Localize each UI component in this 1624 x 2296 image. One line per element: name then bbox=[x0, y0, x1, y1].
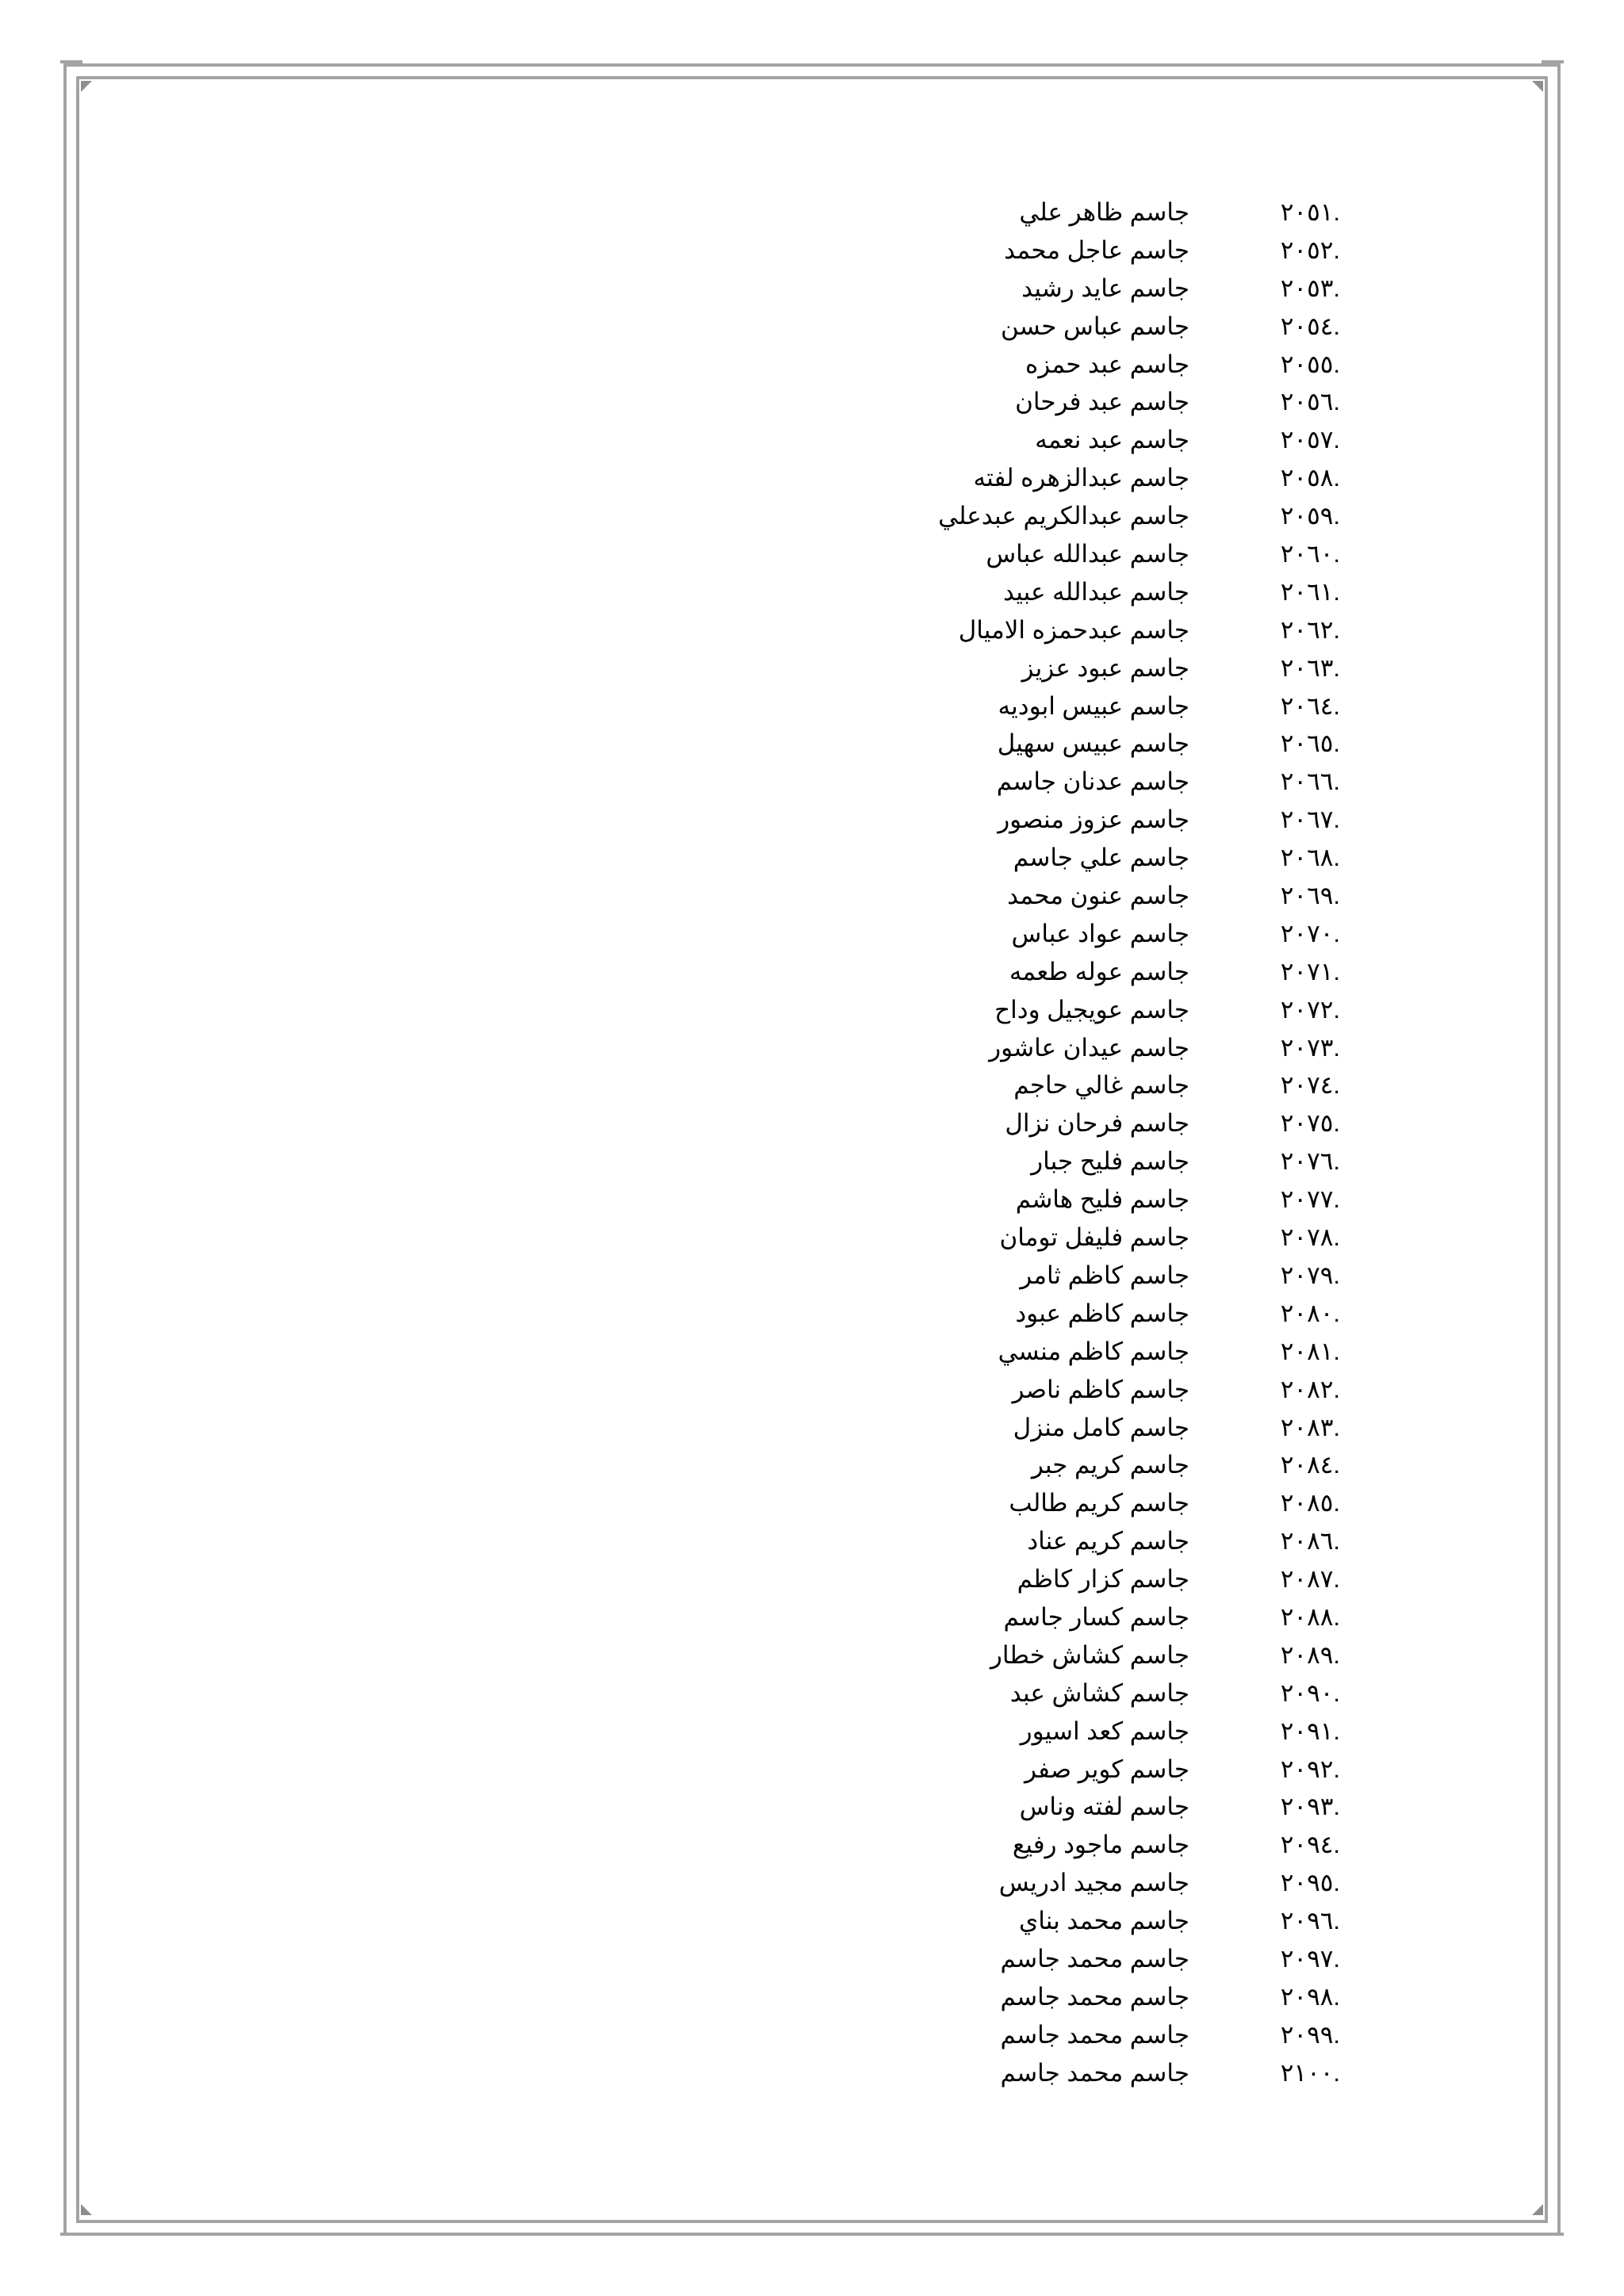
entry-number: .٢٠٦٥ bbox=[1280, 729, 1340, 758]
entry-name: جاسم عدنان جاسم bbox=[996, 767, 1189, 796]
entry-number: .٢٠٧٦ bbox=[1280, 1147, 1340, 1176]
entry-number: .٢٠٨١ bbox=[1280, 1337, 1340, 1365]
list-item bbox=[0, 1181, 1348, 1219]
list-item bbox=[0, 2016, 1348, 2054]
list-item bbox=[0, 725, 1348, 763]
entry-name: جاسم كامل منزل bbox=[1013, 1413, 1189, 1441]
entry-number: .٢٠٥٩ bbox=[1280, 502, 1340, 530]
list-item bbox=[0, 915, 1348, 953]
entry-name: جاسم عزوز منصور bbox=[998, 806, 1189, 834]
corner-ornament-top-right bbox=[1532, 81, 1543, 92]
entry-number: .٢٠٩٩ bbox=[1280, 2020, 1340, 2049]
entry-number: .٢٠٦٢ bbox=[1280, 615, 1340, 644]
list-item bbox=[0, 346, 1348, 384]
frame-notch bbox=[1542, 2233, 1564, 2236]
entry-name: جاسم علي جاسم bbox=[1013, 844, 1189, 872]
list-item bbox=[0, 1484, 1348, 1522]
entry-name: جاسم كاظم منسي bbox=[998, 1337, 1189, 1365]
entry-name: جاسم كشاش عبد bbox=[1009, 1678, 1189, 1707]
entry-name: جاسم عايد رشيد bbox=[1021, 274, 1189, 302]
list-item bbox=[0, 611, 1348, 649]
entry-name: جاسم عبدالله عباس bbox=[986, 540, 1189, 568]
corner-ornament-bottom-right bbox=[1532, 2204, 1543, 2215]
entry-name: جاسم محمد جاسم bbox=[1000, 1982, 1189, 2011]
entry-name: جاسم كسار جاسم bbox=[1003, 1602, 1189, 1631]
entry-number: .٢٠٨٣ bbox=[1280, 1413, 1340, 1441]
list-item bbox=[0, 763, 1348, 801]
list-item bbox=[0, 2054, 1348, 2092]
list-item bbox=[0, 193, 1348, 232]
list-item bbox=[0, 1751, 1348, 1789]
entry-name: جاسم كاظم عبود bbox=[1015, 1299, 1189, 1327]
entry-name: جاسم كاظم ناصر bbox=[1012, 1375, 1189, 1403]
entry-name: جاسم عاجل محمد bbox=[1004, 235, 1189, 264]
list-item bbox=[0, 1409, 1348, 1447]
entry-name: جاسم محمد جاسم bbox=[1000, 2058, 1189, 2087]
list-item bbox=[0, 383, 1348, 421]
entry-name: جاسم فليح جبار bbox=[1031, 1147, 1189, 1176]
entry-number: .٢٠٧٥ bbox=[1280, 1109, 1340, 1138]
entry-name: جاسم كزار كاظم bbox=[1017, 1565, 1189, 1594]
entry-number: .٢٠٥٦ bbox=[1280, 388, 1340, 416]
entry-number: .٢٠٨٧ bbox=[1280, 1565, 1340, 1594]
entry-number: .٢٠٩٠ bbox=[1280, 1678, 1340, 1707]
list-item bbox=[0, 953, 1348, 991]
entry-name: جاسم عويجيل وداح bbox=[994, 995, 1189, 1024]
list-item bbox=[0, 649, 1348, 687]
entry-number: .٢١٠٠ bbox=[1280, 2058, 1340, 2087]
list-item bbox=[0, 1257, 1348, 1295]
list-item bbox=[0, 1978, 1348, 2016]
entry-name: جاسم عبدالله عبيد bbox=[1003, 577, 1189, 606]
list-item bbox=[0, 232, 1348, 270]
entry-name: جاسم عنون محمد bbox=[1007, 882, 1189, 910]
entry-name: جاسم عوله طعمه bbox=[1009, 957, 1189, 985]
list-item bbox=[0, 1371, 1348, 1409]
list-item bbox=[0, 1066, 1348, 1104]
entry-number: .٢٠٨٥ bbox=[1280, 1489, 1340, 1517]
entry-name: جاسم كاظم ثامر bbox=[1020, 1261, 1189, 1289]
entry-number: .٢٠٧٧ bbox=[1280, 1185, 1340, 1214]
entry-number: .٢٠٦٦ bbox=[1280, 767, 1340, 796]
entry-number: .٢٠٥٧ bbox=[1280, 426, 1340, 454]
entry-number: .٢٠٨٠ bbox=[1280, 1299, 1340, 1327]
entry-number: .٢٠٦٩ bbox=[1280, 882, 1340, 910]
list-item bbox=[0, 1826, 1348, 1864]
list-item bbox=[0, 497, 1348, 535]
entry-number: .٢٠٩٣ bbox=[1280, 1793, 1340, 1821]
entry-name: جاسم لفته وناس bbox=[1019, 1793, 1189, 1821]
entry-name: جاسم فرحان نزال bbox=[1005, 1109, 1189, 1138]
entry-number: .٢٠٩٦ bbox=[1280, 1907, 1340, 1935]
list-item bbox=[0, 1636, 1348, 1674]
entry-number: .٢٠٦٠ bbox=[1280, 540, 1340, 568]
entry-number: .٢٠٥٣ bbox=[1280, 274, 1340, 302]
entry-name: جاسم عباس حسن bbox=[1001, 312, 1189, 340]
list-item bbox=[0, 1522, 1348, 1560]
entry-number: .٢٠٧١ bbox=[1280, 957, 1340, 985]
entry-number: .٢٠٧٠ bbox=[1280, 919, 1340, 947]
entry-number: .٢٠٥٤ bbox=[1280, 312, 1340, 340]
list-item bbox=[0, 1142, 1348, 1181]
entry-number: .٢٠٩٥ bbox=[1280, 1869, 1340, 1897]
list-item bbox=[0, 801, 1348, 839]
entry-name: جاسم غالي حاجم bbox=[1013, 1071, 1189, 1100]
entry-name: جاسم مجيد ادريس bbox=[998, 1869, 1189, 1897]
list-item bbox=[0, 1219, 1348, 1257]
entry-number: .٢٠٨٨ bbox=[1280, 1602, 1340, 1631]
list-item bbox=[0, 1333, 1348, 1371]
entry-number: .٢٠٨٢ bbox=[1280, 1375, 1340, 1403]
entry-number: .٢٠٥٢ bbox=[1280, 235, 1340, 264]
entry-name: جاسم عواد عباس bbox=[1011, 919, 1189, 947]
frame-notch bbox=[1542, 60, 1564, 63]
entry-name: جاسم كريم عناد bbox=[1027, 1527, 1189, 1556]
list-item bbox=[0, 687, 1348, 725]
entry-number: .٢٠٩٧ bbox=[1280, 1944, 1340, 1973]
entry-name: جاسم عبد نعمه bbox=[1035, 426, 1189, 454]
list-item bbox=[0, 535, 1348, 573]
entry-number: .٢٠٦٧ bbox=[1280, 806, 1340, 834]
entry-number: .٢٠٨٩ bbox=[1280, 1640, 1340, 1669]
list-item bbox=[0, 270, 1348, 308]
entry-number: .٢٠٧٢ bbox=[1280, 995, 1340, 1024]
entry-name: جاسم عيدان عاشور bbox=[989, 1033, 1189, 1062]
entry-number: .٢٠٥٥ bbox=[1280, 350, 1340, 378]
entry-number: .٢٠٧٣ bbox=[1280, 1033, 1340, 1062]
entry-number: .٢٠٩٨ bbox=[1280, 1982, 1340, 2011]
entry-name: جاسم ماجود رفيع bbox=[1012, 1831, 1189, 1859]
entry-name: جاسم عبدحمزه الاميال bbox=[958, 615, 1189, 644]
entry-name: جاسم عبد فرحان bbox=[1015, 388, 1189, 416]
entry-number: .٢٠٦٤ bbox=[1280, 691, 1340, 720]
entry-number: .٢٠٧٤ bbox=[1280, 1071, 1340, 1100]
entry-number: .٢٠٧٨ bbox=[1280, 1223, 1340, 1252]
list-item bbox=[0, 1598, 1348, 1636]
frame-notch bbox=[60, 60, 82, 63]
list-item bbox=[0, 1940, 1348, 1978]
list-item bbox=[0, 1029, 1348, 1067]
entry-number: .٢٠٥١ bbox=[1280, 198, 1340, 226]
entry-name: جاسم عبدالكريم عبدعلي bbox=[938, 502, 1189, 530]
entry-name: جاسم عبود عزيز bbox=[1021, 653, 1189, 682]
list-item bbox=[0, 1446, 1348, 1484]
list-item bbox=[0, 1295, 1348, 1333]
list-item bbox=[0, 1712, 1348, 1751]
entry-number: .٢٠٩٢ bbox=[1280, 1755, 1340, 1783]
entry-name: جاسم كوير صفر bbox=[1024, 1755, 1189, 1783]
name-list bbox=[0, 193, 1348, 2092]
corner-ornament-bottom-left bbox=[81, 2204, 92, 2215]
list-item bbox=[0, 1864, 1348, 1902]
entry-number: .٢٠٧٩ bbox=[1280, 1261, 1340, 1289]
entry-name: جاسم عبد حمزه bbox=[1025, 350, 1189, 378]
list-item bbox=[0, 421, 1348, 459]
list-item bbox=[0, 991, 1348, 1029]
list-item bbox=[0, 1560, 1348, 1598]
list-item bbox=[0, 877, 1348, 915]
list-item bbox=[0, 573, 1348, 611]
frame-notch bbox=[60, 2233, 82, 2236]
entry-name: جاسم كعد اسيور bbox=[1020, 1716, 1189, 1745]
entry-name: جاسم عبيس ابوديه bbox=[998, 691, 1189, 720]
entry-name: جاسم محمد جاسم bbox=[1000, 2020, 1189, 2049]
entry-name: جاسم فليفل تومان bbox=[999, 1223, 1189, 1252]
list-item bbox=[0, 308, 1348, 346]
entry-name: جاسم كريم طالب bbox=[1009, 1489, 1189, 1517]
list-item bbox=[0, 1674, 1348, 1712]
entry-number: .٢٠٦٣ bbox=[1280, 653, 1340, 682]
list-item bbox=[0, 1902, 1348, 1940]
list-item bbox=[0, 839, 1348, 877]
list-item bbox=[0, 1788, 1348, 1826]
entry-name: جاسم محمد بناي bbox=[1019, 1907, 1189, 1935]
entry-name: جاسم كشاش خطار bbox=[990, 1640, 1189, 1669]
list-item bbox=[0, 1104, 1348, 1142]
entry-number: .٢٠٩٤ bbox=[1280, 1831, 1340, 1859]
list-item bbox=[0, 459, 1348, 497]
entry-number: .٢٠٥٨ bbox=[1280, 464, 1340, 492]
entry-name: جاسم ظاهر علي bbox=[1019, 198, 1189, 226]
entry-number: .٢٠٨٦ bbox=[1280, 1527, 1340, 1556]
entry-name: جاسم محمد جاسم bbox=[1000, 1944, 1189, 1973]
entry-name: جاسم عبيس سهيل bbox=[997, 729, 1189, 758]
entry-number: .٢٠٨٤ bbox=[1280, 1451, 1340, 1479]
entry-number: .٢٠٩١ bbox=[1280, 1716, 1340, 1745]
corner-ornament-top-left bbox=[81, 81, 92, 92]
entry-number: .٢٠٦١ bbox=[1280, 577, 1340, 606]
entry-name: جاسم فليح هاشم bbox=[1015, 1185, 1189, 1214]
entry-number: .٢٠٦٨ bbox=[1280, 844, 1340, 872]
entry-name: جاسم كريم جبر bbox=[1031, 1451, 1189, 1479]
entry-name: جاسم عبدالزهره لفته bbox=[973, 464, 1189, 492]
